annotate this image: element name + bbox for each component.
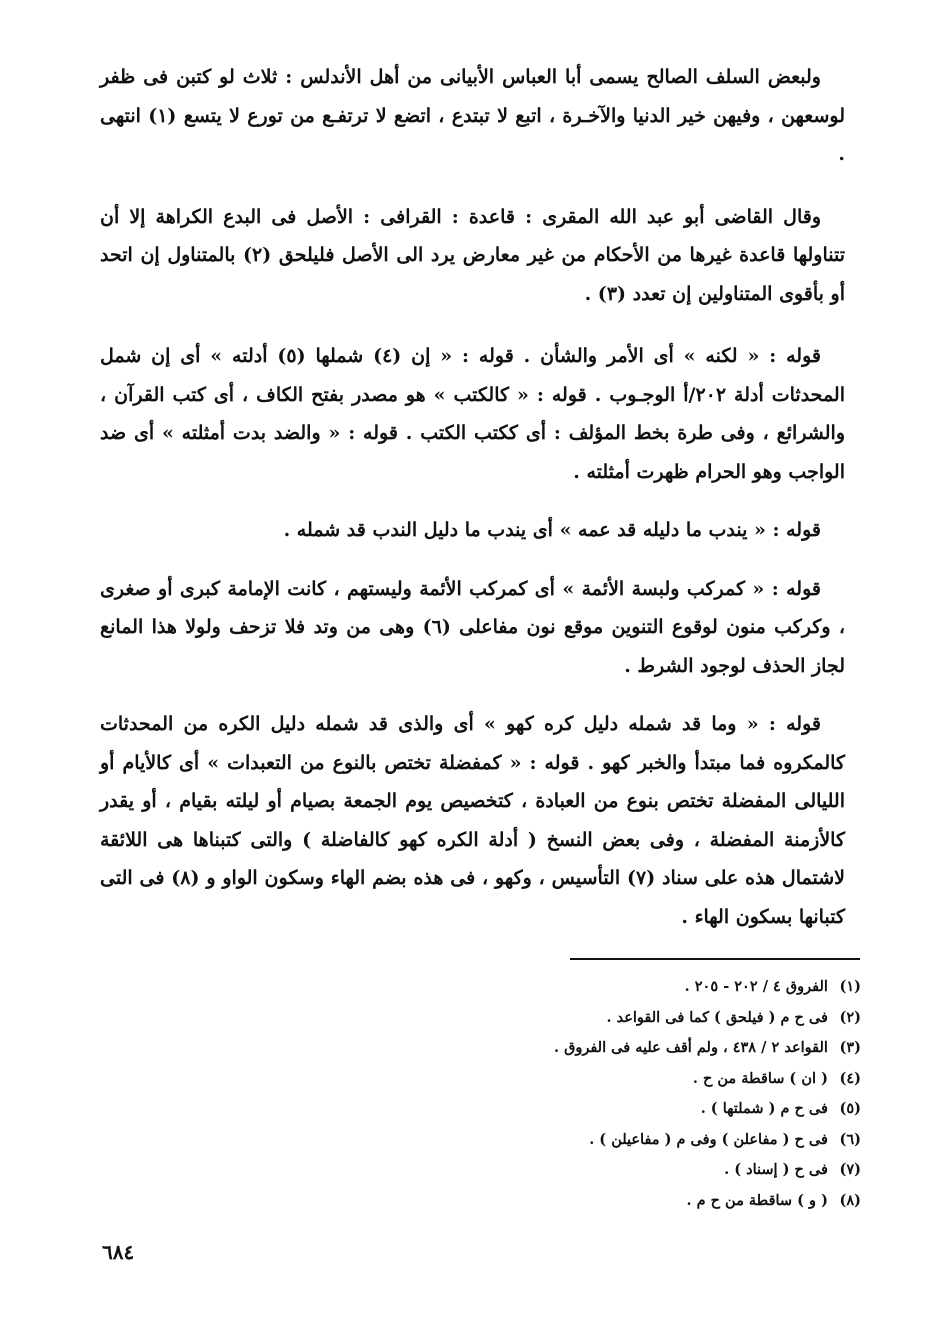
main-text	[100, 58, 845, 936]
footnote-text: القواعد ٢ / ٤٣٨ ، ولم أقف عليه فى الفروق .	[553, 1039, 828, 1056]
footnote-item	[330, 1064, 861, 1095]
paragraph-1: ولبعض السلف الصالح يسمى أبا العباس الأبيانى من أهل الأندلس : ثلاث لو كتبن فى ظفر لوسعهن ، وفيهن خير الدنيا والآخـرة ، اتبع لا تبتدع ، اتضع لا ترتفـع من تورع لا يتسع (١) انتهى .	[100, 66, 845, 165]
paragraph-2: وقال القاضى أبو عبد الله المقرى : قاعدة : القرافى : الأصل فى البدع الكراهة إلا أن تتناولها قاعدة غيرها من الأحكام من غير معارض يرد الى الأصل فليلحق (٢) بالمتناول إن اتحد أو بأقوى المتناولين إن تعدد (٣) .	[100, 205, 845, 305]
footnote-text: ( و ) ساقطة من ح م .	[686, 1191, 828, 1209]
footnote-number: (٢)	[839, 1008, 861, 1026]
footnote-number: (٦)	[839, 1130, 861, 1148]
footnote-item	[330, 1186, 861, 1217]
footnote-divider	[570, 958, 860, 960]
paragraph-5: قوله : « كمركب ولبسة الأئمة » أى كمركب الأئمة وليستهم ، كانت الإمامة كبرى أو صغرى ، وكركب منون لوقوع التنوين موقع نون مفاعلى (٦) وهى من وتد فلا تزحف ولولا هذا المانع لجاز الحذف لوجود الشرط .	[100, 577, 845, 677]
footnote-number: (٥)	[839, 1100, 861, 1117]
footnote-text: فى ح م ( شملتها ) .	[700, 1100, 828, 1117]
footnote-number: (٧)	[839, 1161, 861, 1178]
footnote-number: (٤)	[839, 1069, 861, 1087]
footnote-text: الفروق ٤ / ٢٠٢ - ٢٠٥ .	[684, 978, 828, 995]
paragraph-6: قوله : « وما قد شمله دليل كره كهو » أى والذى قد شمله دليل الكره من المحدثات كالمكروه فما مبتدأ والخبر كهو . قوله : « كمفضلة تختص بالنوع من التعبدات » أى كالأيام أو الليالى المفضلة تختص بنوع من العبادة ، كتخصيص يوم الجمعة بصيام أو ليلته بقيام ، أو يقدر كالأزمنة المفضلة ، وفى بعض النسخ ( أدلة الكره كهو كالفاضلة ) والتى كتبناها هى اللائقة لاشتمال هذه على سناد (٧) التأسيس ، وكهو ، فى هذه بضم الهاء وسكون الواو و (٨) فى التى كتبانها بسكون الهاء .	[100, 713, 845, 928]
footnote-item	[330, 1033, 861, 1064]
footnote-item	[330, 1094, 861, 1125]
footnote-item	[330, 972, 861, 1003]
footnotes-list	[330, 972, 861, 1216]
paragraph-4: قوله : « يندب ما دليله قد عمه » أى يندب ما دليل الندب قد شمله .	[283, 519, 821, 541]
footnote-number: (٨)	[839, 1191, 861, 1209]
footnote-item	[330, 1003, 861, 1034]
footnote-number: (١)	[839, 978, 861, 995]
footnote-text: ( ان ) ساقطة من ح .	[692, 1069, 828, 1087]
footnote-item	[330, 1125, 861, 1156]
footnote-number: (٣)	[839, 1039, 861, 1056]
footnote-text: فى ح ( مفاعلن ) وفى م ( مفاعيلن ) .	[589, 1130, 828, 1148]
footnote-text: فى ح ( إسناد ) .	[724, 1161, 828, 1178]
footnote-item	[330, 1155, 861, 1186]
paragraph-3: قوله : « لكنه » أى الأمر والشأن . قوله : « إن (٤) شملها (٥) أدلته » أى إن شمل المحدثات أدلة ٢٠٢/أ الوجـوب . قوله : « كالكتب » هو مصدر بفتح الكاف ، أى كتب القرآن ، والشرائع ، وفى طرة بخط المؤلف : أى ككتب الكتب . قوله : « والضد بدت أمثلته » أى ضد الواجب وهو الحرام ظهرت أمثلته .	[100, 345, 845, 483]
footnote-text: فى ح م ( فيلحق ) كما فى القواعد .	[606, 1008, 828, 1026]
page-number: ٦٨٤	[102, 1240, 135, 1264]
